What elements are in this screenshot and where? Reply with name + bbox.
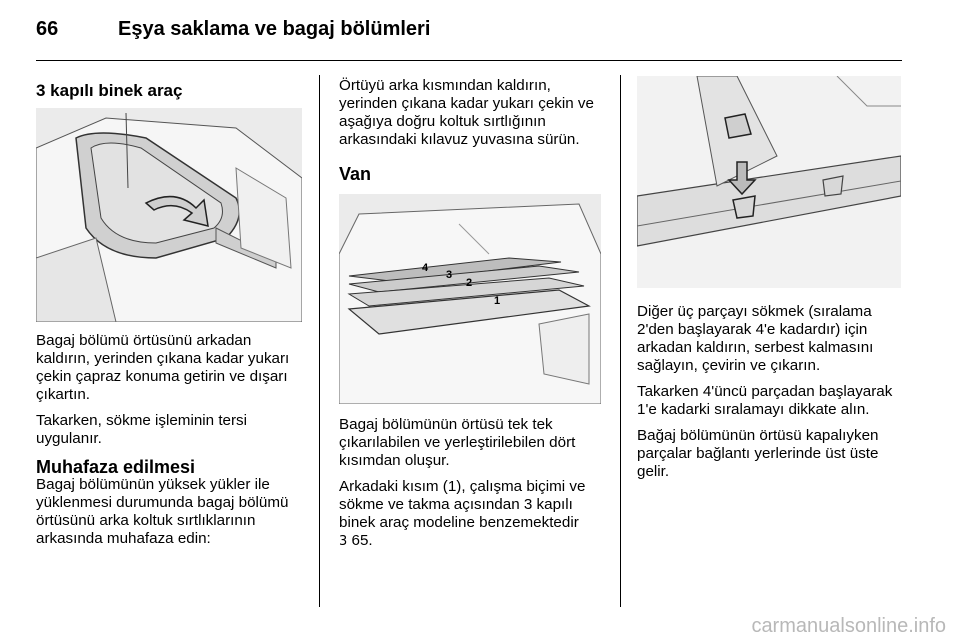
column-2-text [339,416,609,559]
page-title: Eşya saklama ve bagaj bölümleri [118,18,431,40]
column-2 [339,77,609,183]
paragraph-remove-cover: Bagaj bölümü örtüsünü arkadan kaldırın, yerinden çıkana kadar yukarı çekin çapraz konuma getirin ve dışarı çıkartın. [36,332,290,403]
paragraph-install: Takarken, sökme işleminin tersi uygulanır. [36,412,248,447]
figure-label-1: 1 [494,295,501,307]
paragraph-slide-cover: Örtüyü arka kısmından kaldırın, yerinden çıkana kadar yukarı çekin ve aşağıya doğru koltuk sırtlığının arkasındaki kılavuz yuvasına sürün. [339,77,594,148]
column-1-text [36,332,308,556]
paragraph-rear-part [339,478,609,551]
section-heading-van: Van [339,164,372,184]
subheading-storage: Muhafaza edilmesi [36,457,196,477]
figure-label-3: 3 [446,269,453,281]
page-number: 66 [36,18,59,40]
column-1 [36,82,308,100]
column-divider-1 [319,75,320,607]
watermark: carmanualsonline.info [751,615,946,637]
paragraph-overlap: Bağaj bölümünün örtüsü kapalıyken parçalar bağlantı yerlerinde üst üste gelir. [637,427,879,480]
paragraph-install-order: Takarken 4'üncü parçadan başlayarak 1'e kadarki sıralamayı dikkate alın. [637,383,893,418]
column-3-text [637,303,901,489]
page-ref-link[interactable]: 65. [351,532,373,549]
header-rule [36,60,902,61]
figure-3door-cover [36,108,302,322]
page-ref-arrow-icon: 3 [339,534,348,549]
paragraph-four-parts: Bagaj bölümünün örtüsü tek tek çıkarılabilen ve yerleştirilebilen dört kısımdan oluşur. [339,416,576,469]
figure-label-4: 4 [422,262,429,274]
figure-anchor-point [637,76,901,288]
paragraph-rear-part-text: Arkadaki kısım (1), çalışma biçimi ve sökme ve takma açısından 3 kapılı binek araç modeline benzemektedir [339,478,586,531]
paragraph-remove-three-parts: Diğer üç parçayı sökmek (sıralama 2'den başlayarak 4'e kadardır) için arkadan kaldırın, serbest kalmasını sağlayın, çevirin ve çıkarın. [637,303,874,374]
section-heading-3door: 3 kapılı binek araç [36,81,183,100]
paragraph-storage: Bagaj bölümünün yüksek yükler ile yüklenmesi durumunda bagaj bölümü örtüsünü arka koltuk sırtlıklarının arkasında muhafaza edin: [36,476,289,547]
column-divider-2 [620,75,621,607]
figure-label-2: 2 [466,277,473,289]
figure-van-cover [339,194,601,404]
